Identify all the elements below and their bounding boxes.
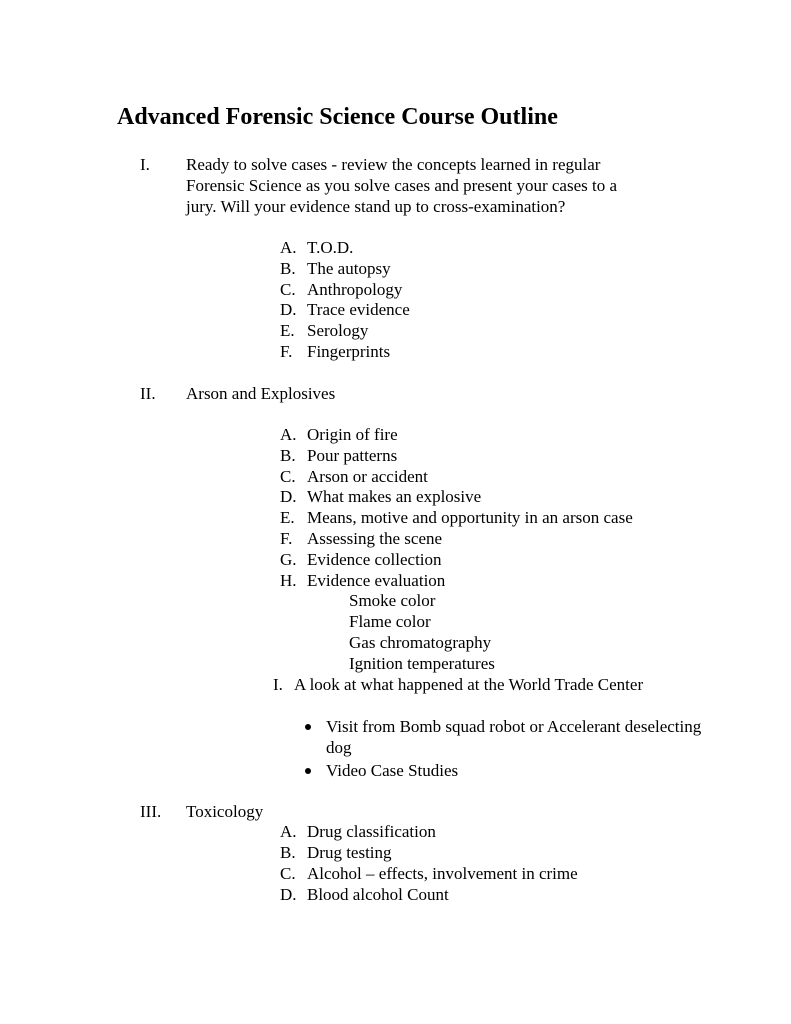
list-item-text: Origin of fire	[307, 425, 398, 444]
section-heading: Arson and Explosives	[186, 384, 336, 403]
list-item-letter: A.	[280, 425, 297, 444]
list-item-text: Assessing the scene	[307, 529, 443, 548]
list-item-text: The autopsy	[307, 259, 391, 278]
list-item-letter: A.	[280, 822, 297, 841]
list-item-letter: B.	[280, 843, 296, 862]
list-item-letter: C.	[280, 467, 296, 486]
list-item-text: Serology	[307, 321, 369, 340]
list-item-text: Anthropology	[307, 280, 403, 299]
list-item-text: Means, motive and opportunity in an arson case	[307, 508, 633, 527]
list-item-text: Drug classification	[307, 822, 436, 841]
list-item-letter: E.	[280, 508, 295, 527]
list-item-text: Evidence evaluation	[307, 571, 446, 590]
list-item-letter: G.	[280, 550, 297, 569]
list-item-letter: H.	[280, 571, 297, 590]
list-item-text: Pour patterns	[307, 446, 398, 465]
sub-item: Ignition temperatures	[349, 654, 495, 673]
section-numeral: III.	[140, 802, 162, 821]
list-item-letter: D.	[280, 885, 297, 904]
list-item-text: Alcohol – effects, involvement in crime	[307, 864, 578, 883]
bullet-icon	[305, 724, 311, 730]
list-item-letter: D.	[280, 300, 297, 319]
section-text-line: jury. Will your evidence stand up to cross-examination?	[186, 197, 566, 216]
list-item-text: Trace evidence	[307, 300, 410, 319]
section-heading: Toxicology	[186, 802, 264, 821]
list-item-text: A look at what happened at the World Trade Center	[294, 675, 644, 694]
section-numeral: II.	[140, 384, 156, 403]
list-item-letter: F.	[280, 529, 293, 548]
list-item-letter: B.	[280, 446, 296, 465]
sub-item: Flame color	[349, 612, 431, 631]
bullet-item-text: dog	[326, 738, 352, 757]
list-item-text: What makes an explosive	[307, 487, 482, 506]
page-title: Advanced Forensic Science Course Outline	[117, 104, 558, 130]
list-item-letter: E.	[280, 321, 295, 340]
list-item-letter: F.	[280, 342, 293, 361]
list-item-text: Arson or accident	[307, 467, 428, 486]
list-item-letter: C.	[280, 280, 296, 299]
list-item-letter: C.	[280, 864, 296, 883]
bullet-item-text: Video Case Studies	[326, 761, 459, 780]
list-item-text: Evidence collection	[307, 550, 442, 569]
list-item-text: Fingerprints	[307, 342, 391, 361]
bullet-item-text: Visit from Bomb squad robot or Accelerant deselecting	[326, 717, 702, 736]
bullet-icon	[305, 768, 311, 774]
list-item-text: T.O.D.	[307, 238, 354, 257]
section-text-line: Forensic Science as you solve cases and present your cases to a	[186, 176, 618, 195]
list-item-letter: I.	[273, 675, 283, 694]
sub-item: Gas chromatography	[349, 633, 492, 652]
list-item-letter: B.	[280, 259, 296, 278]
sub-item: Smoke color	[349, 591, 436, 610]
list-item-letter: D.	[280, 487, 297, 506]
list-item-text: Blood alcohol Count	[307, 885, 449, 904]
section-numeral: I.	[140, 155, 150, 174]
list-item-letter: A.	[280, 238, 297, 257]
list-item-text: Drug testing	[307, 843, 392, 862]
section-text-line: Ready to solve cases - review the concepts learned in regular	[186, 155, 601, 174]
